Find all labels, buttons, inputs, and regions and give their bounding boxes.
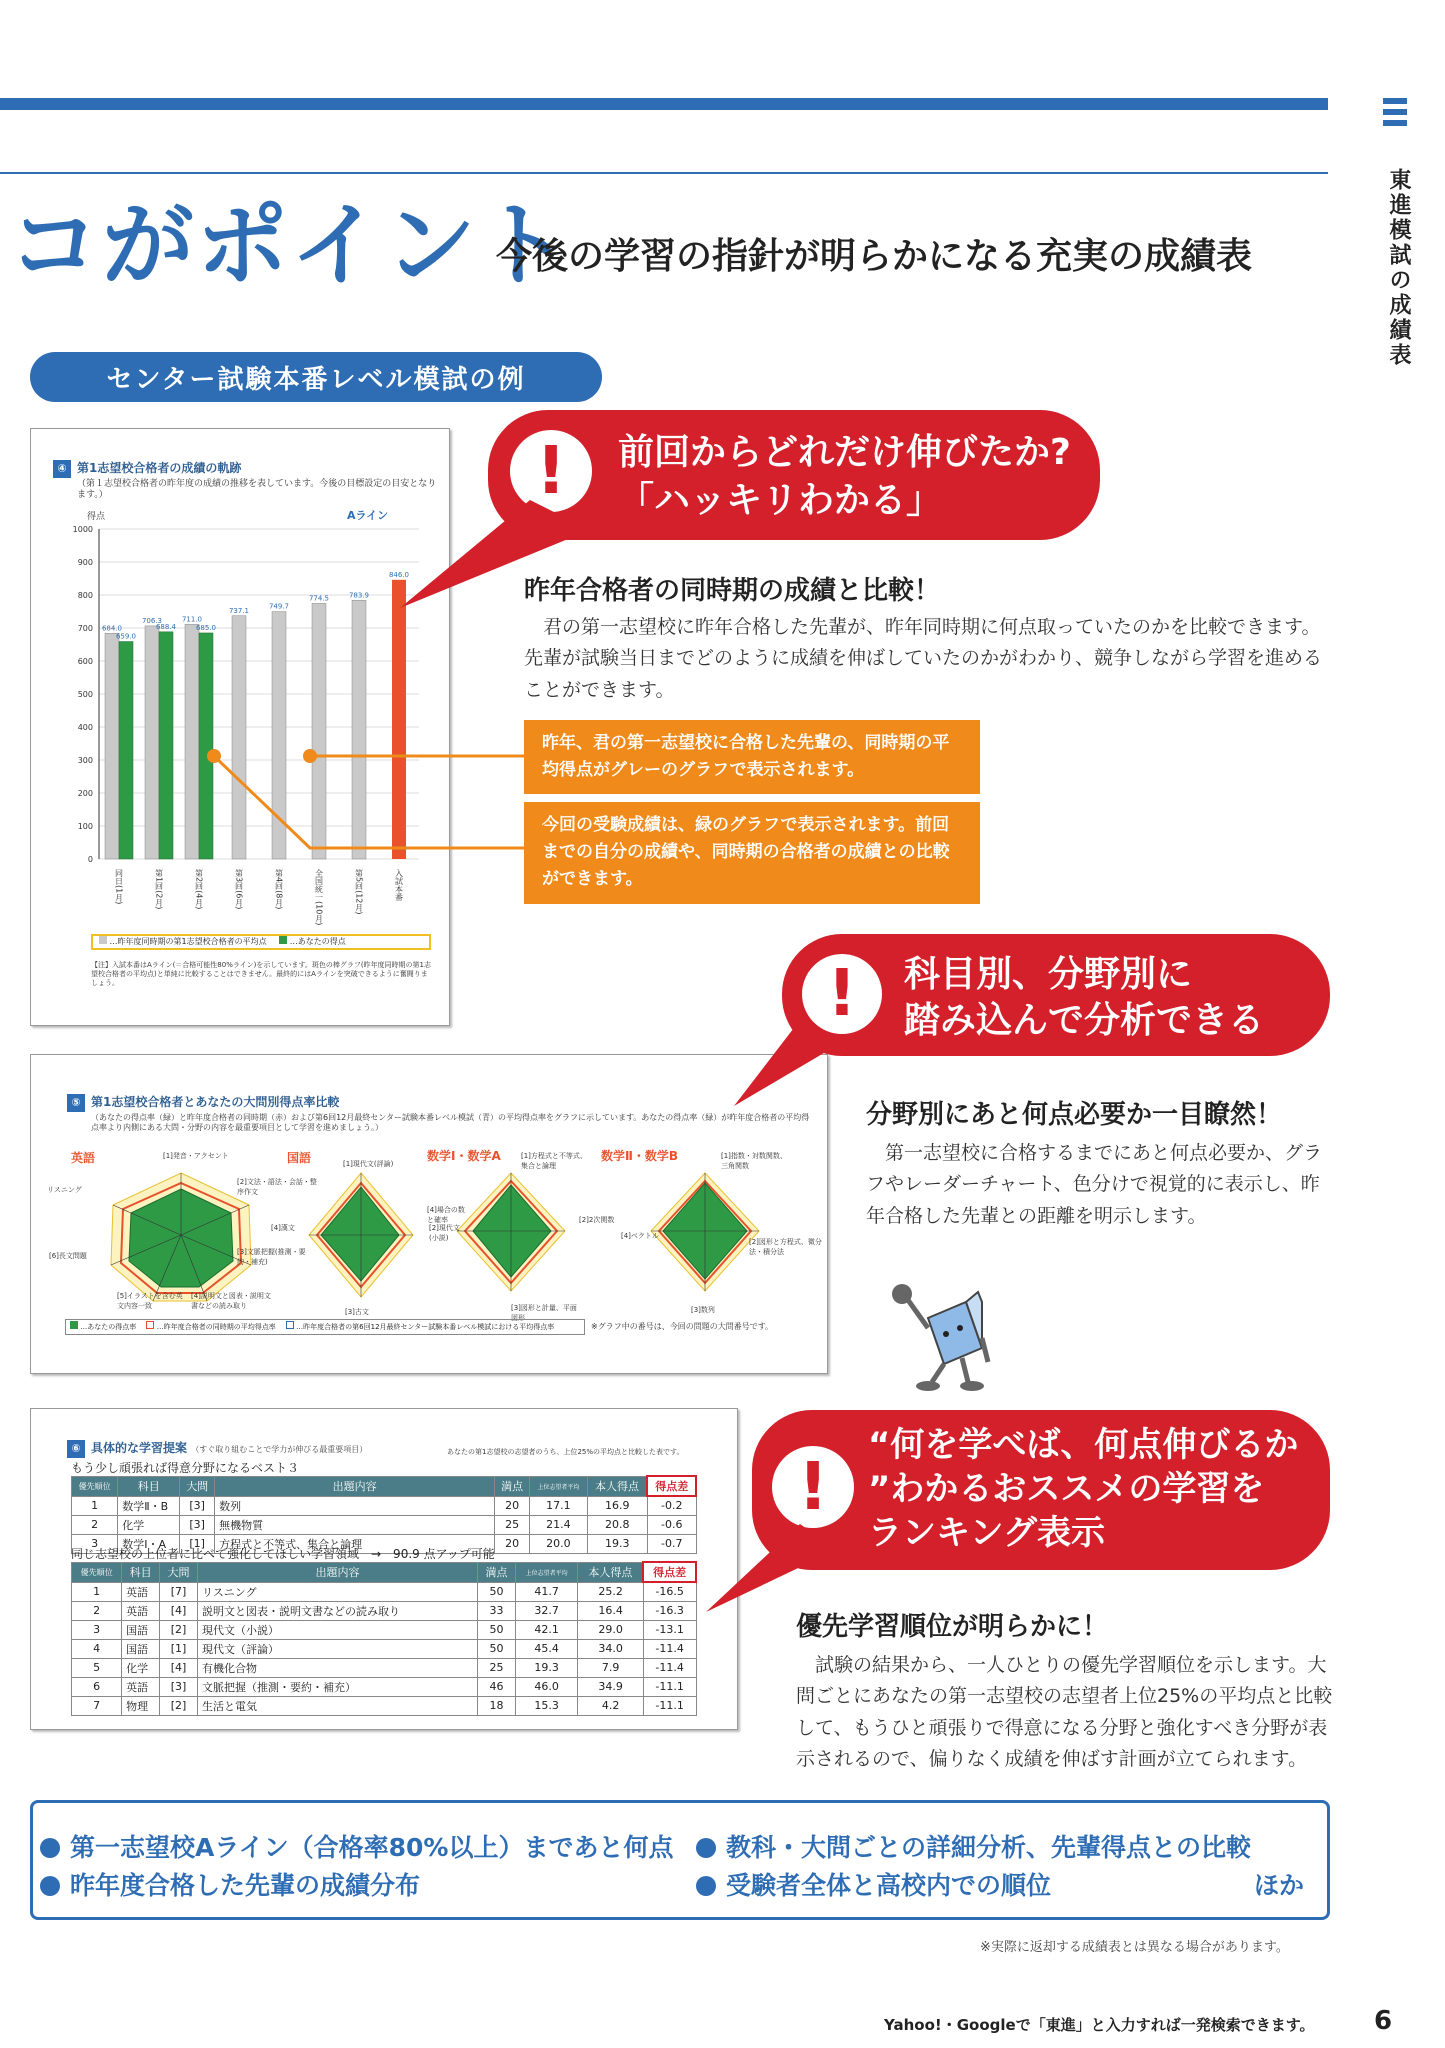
- table-cell: 46: [478, 1677, 516, 1696]
- table-cell: 18: [478, 1696, 516, 1715]
- table-cell: 3: [72, 1620, 122, 1639]
- table-cell: 20: [495, 1534, 530, 1553]
- bar-green: [119, 642, 133, 859]
- table-cell: 19.3: [587, 1534, 647, 1553]
- bar-gray: [145, 626, 159, 859]
- table-cell: [3]: [180, 1515, 215, 1534]
- y-tick-label: 1000: [72, 525, 93, 534]
- col-header: 得点差: [647, 1476, 696, 1496]
- col-header: 大問: [160, 1562, 198, 1582]
- col-header: 優先順位: [72, 1476, 118, 1496]
- table-cell: [4]: [160, 1601, 198, 1620]
- legend-green: …あなたの得点: [289, 937, 346, 946]
- table-row: [72, 1515, 697, 1534]
- bubble-2-line1: 科目別、分野別に: [904, 954, 1193, 995]
- header-rule: [0, 172, 1328, 174]
- table-cell: 20.8: [587, 1515, 647, 1534]
- table-cell: 国語: [122, 1639, 160, 1658]
- radar-label: [1]指数・対数関数、三角関数: [721, 1152, 787, 1170]
- table-cell: [3]: [180, 1496, 215, 1515]
- y-tick-label: 500: [77, 690, 93, 699]
- bar-gray: [185, 624, 199, 859]
- legend-swatch-blue: [286, 1321, 294, 1329]
- summary-item: [40, 1866, 420, 1902]
- exclamation-icon: !: [510, 430, 592, 512]
- example-pill: センター試験本番レベル模試の例: [30, 352, 602, 402]
- summary-item-text: 昨年度合格した先輩の成績分布: [70, 1871, 421, 1900]
- bar-value-label: 685.0: [195, 623, 217, 632]
- table-cell: -11.1: [643, 1677, 696, 1696]
- y-tick-label: 200: [77, 789, 93, 798]
- radar-math2: [645, 1167, 765, 1297]
- radar-label: [2]文法・語法・会話・整序作文: [237, 1178, 317, 1196]
- connector-lines: [200, 740, 540, 880]
- table-cell: 16.9: [587, 1496, 647, 1515]
- radar-label: [6]長文問題: [49, 1252, 87, 1260]
- bar-value-label: 688.4: [155, 622, 177, 631]
- summary-hoka: ほか: [1254, 1871, 1305, 1900]
- y-tick-label: 900: [77, 558, 93, 567]
- summary-item-text: 第一志望校Aライン（合格率80%以上）まであと何点: [70, 1833, 674, 1862]
- radar-label: [4]説明文と図表・説明文書などの読み取り: [191, 1292, 271, 1310]
- legend-swatch-gray: [99, 936, 107, 944]
- table-cell: 3: [72, 1534, 118, 1553]
- x-category-label: 全国統一(10月): [314, 869, 324, 926]
- radar-label: [3]数列: [691, 1306, 715, 1314]
- bullet-dot: [696, 1876, 716, 1896]
- col-header: 科目: [122, 1562, 160, 1582]
- table-row: [72, 1658, 697, 1677]
- table-cell: [2]: [160, 1696, 198, 1715]
- bubble-2-tail: [730, 1010, 850, 1110]
- table-cell: 5: [72, 1658, 122, 1677]
- table-cell: 有機化合物: [198, 1658, 478, 1677]
- radar-label: [1]発音・アクセント: [163, 1152, 229, 1160]
- table-cell: 2: [72, 1601, 122, 1620]
- subject-kokugo: 国語: [287, 1151, 312, 1165]
- table-cell: 英語: [122, 1601, 160, 1620]
- radar-label: リスニング: [47, 1186, 82, 1194]
- panel-number-badge: ⑤: [67, 1094, 85, 1112]
- bar-value-label: 737.1: [228, 606, 250, 615]
- x-category-label: 第3回(6月): [234, 869, 244, 910]
- exclamation-icon: !: [772, 1446, 854, 1528]
- col-header: 科目: [118, 1476, 180, 1496]
- radar-label: [2]図形と方程式、微分法・積分法: [749, 1238, 822, 1256]
- table-cell: 説明文と図表・説明文書などの読み取り: [198, 1601, 478, 1620]
- y-tick-label: 0: [87, 855, 93, 864]
- table-cell: [7]: [160, 1582, 198, 1601]
- table-cell: 4: [72, 1639, 122, 1658]
- panel-grade-trajectory: [30, 428, 450, 1026]
- table-cell: 7.9: [578, 1658, 643, 1677]
- radar-label: [3]文脈把握(推測・要約・補充): [237, 1248, 306, 1266]
- bar-value-label: 783.9: [348, 591, 370, 600]
- table-1: [71, 1475, 697, 1554]
- table-cell: 化学: [118, 1515, 180, 1534]
- radar-label: [1]現代文(評論): [343, 1160, 394, 1168]
- radar-math1: [451, 1167, 571, 1297]
- table-cell: 46.0: [515, 1677, 577, 1696]
- section-1-heading: 昨年合格者の同時期の成績と比較！: [524, 576, 941, 606]
- panel-description: （あなたの得点率（緑）と昨年度合格者の同時期（赤）および第6回12月最終センター試験本番レベル模試（青）の平均得点率をグラフに示しています。あなたの得点率（緑）が昨年度合格者の平均得点率より内側にある大問・分野の内容を最重要項目として学習を進めましょう。）: [91, 1113, 810, 1132]
- x-category-label: 第4回(8月): [274, 869, 284, 910]
- page-number: 6: [1374, 2006, 1393, 2036]
- chart-legend: [91, 934, 431, 950]
- section-3-body: 試験の結果から、一人ひとりの優先学習順位を示します。大問ごとにあなたの第一志望校の志望者上位25%の平均点と比較して、もうひと頑張りで得意になる分野と強化すべき分野が表示されるので、偏りなく成績を伸ばす計画が立てられます。: [796, 1654, 1333, 1771]
- table-cell: -13.1: [643, 1620, 696, 1639]
- table-2-caption: 同じ志望校の上位者に比べて強化してほしい学習領域 → 90.9 点アップ可能: [71, 1547, 495, 1561]
- bullet-dot: [40, 1838, 60, 1858]
- col-header: 満点: [495, 1476, 530, 1496]
- pencil-mascot-icon: [888, 1278, 998, 1398]
- table-header-row: [72, 1476, 697, 1496]
- y-axis-label: 得点: [87, 512, 106, 522]
- table-cell: 25: [478, 1658, 516, 1677]
- legend-gray: …昨年度同時期の第1志望校合格者の平均点: [109, 937, 267, 946]
- table-cell: 英語: [122, 1677, 160, 1696]
- table-cell: 1: [72, 1496, 118, 1515]
- table-cell: -11.4: [643, 1639, 696, 1658]
- section-2-heading: 分野別にあと何点必要か一目瞭然！: [866, 1100, 1283, 1130]
- table-cell: 17.1: [530, 1496, 588, 1515]
- table-cell: 文脈把握（推測・要約・補充）: [198, 1677, 478, 1696]
- panel-right-note: あなたの第1志望校の志望者のうち、上位25%の平均点と比較した表です。: [447, 1448, 684, 1456]
- side-stripes: [1383, 98, 1407, 131]
- y-tick-label: 400: [77, 723, 93, 732]
- radar-label: [2]2次関数: [579, 1216, 615, 1224]
- table-header-row: [72, 1562, 697, 1582]
- y-tick-label: 300: [77, 756, 93, 765]
- summary-item-text: 受験者全体と高校内での順位: [726, 1871, 1052, 1900]
- orange-note-green-bars: 今回の受験成績は、緑のグラフで表示されます。前回までの自分の成績や、同時期の合格者の成績との比較ができます。: [524, 802, 980, 904]
- bubble-3-line2: ”わかるおススメの学習を: [868, 1469, 1265, 1509]
- radar-label: [4]場合の数と確率: [427, 1206, 465, 1224]
- radar-label: [4]漢文: [271, 1224, 295, 1232]
- panel-radar-comparison: [30, 1054, 828, 1374]
- legend-swatch-red: [146, 1321, 154, 1329]
- radar-legend: [65, 1319, 585, 1335]
- side-title: 東進模試の成績表: [1386, 168, 1411, 368]
- table-cell: 数学Ⅰ・A: [118, 1534, 180, 1553]
- table-cell: 数列: [215, 1496, 495, 1515]
- legend-item: …あなたの得点率: [80, 1323, 137, 1331]
- table-cell: 20.0: [530, 1534, 588, 1553]
- panel-title: 第1志望校合格者とあなたの大問別得点率比較: [91, 1095, 340, 1109]
- table-cell: 数学Ⅱ・B: [118, 1496, 180, 1515]
- table-row: [72, 1496, 697, 1515]
- table-cell: -0.7: [647, 1534, 696, 1553]
- table-cell: 現代文（評論）: [198, 1639, 478, 1658]
- legend-swatch-green: [70, 1321, 78, 1329]
- page-title: コがポイント: [8, 192, 573, 299]
- table-cell: 2: [72, 1515, 118, 1534]
- col-header: 優先順位: [72, 1562, 122, 1582]
- radar-label: [2]現代文(小説): [429, 1224, 460, 1242]
- table-cell: -16.3: [643, 1601, 696, 1620]
- table-row: [72, 1677, 697, 1696]
- table-cell: [1]: [160, 1639, 198, 1658]
- table-cell: 50: [478, 1582, 516, 1601]
- table-cell: 50: [478, 1639, 516, 1658]
- radar-kokugo: [301, 1165, 421, 1305]
- legend-swatch-green: [279, 936, 287, 944]
- panel-description: （第１志望校合格者の昨年度の成績の推移を表しています。今後の目標設定の目安となります。）: [77, 479, 437, 500]
- radar-label: [5]イラストを含む英文内容一致: [117, 1292, 183, 1310]
- subject-math2: 数学Ⅱ・数学B: [601, 1149, 679, 1163]
- bubble-2-line2: 踏み込んで分析できる: [904, 1000, 1265, 1041]
- section-2-body: 第一志望校に合格するまでにあと何点必要か、グラフやレーダーチャート、色分けで視覚的に表示し、昨年合格した先輩との距離を明示します。: [866, 1142, 1323, 1227]
- bar-value-label: 774.5: [308, 594, 330, 603]
- col-header: 本人得点: [587, 1476, 647, 1496]
- table-cell: 34.9: [578, 1677, 643, 1696]
- table-cell: リスニング: [198, 1582, 478, 1601]
- col-header: 得点差: [643, 1562, 696, 1582]
- bar-value-label: 659.0: [115, 632, 137, 641]
- bubble-3-line3: ランキング表示: [868, 1513, 1105, 1553]
- orange-note-gray-bars: 昨年、君の第一志望校に合格した先輩の、同時期の平均得点がグレーのグラフで表示されます。: [524, 720, 980, 794]
- top-rule: [0, 98, 1328, 110]
- table-cell: 4.2: [578, 1696, 643, 1715]
- x-category-label: 同日(1月): [114, 869, 124, 905]
- table-cell: -11.1: [643, 1696, 696, 1715]
- panel-title: 第1志望校合格者の成績の軌跡: [77, 461, 242, 475]
- table-cell: 42.1: [515, 1620, 577, 1639]
- bar-value-label: 846.0: [388, 570, 410, 579]
- table-cell: [1]: [180, 1534, 215, 1553]
- x-category-label: 入試本番: [394, 869, 404, 901]
- table-cell: 25.2: [578, 1582, 643, 1601]
- table-cell: 16.4: [578, 1601, 643, 1620]
- bar-green: [159, 632, 173, 859]
- table-cell: 34.0: [578, 1639, 643, 1658]
- table-cell: 化学: [122, 1658, 160, 1677]
- table-row: [72, 1601, 697, 1620]
- col-header: 本人得点: [578, 1562, 643, 1582]
- table-cell: 50: [478, 1620, 516, 1639]
- table-cell: 英語: [122, 1582, 160, 1601]
- x-category-label: 第2回(4月): [194, 869, 204, 910]
- table-cell: -16.5: [643, 1582, 696, 1601]
- radar-label: [3]古文: [345, 1308, 369, 1316]
- y-tick-label: 800: [77, 591, 93, 600]
- col-header: 出題内容: [198, 1562, 478, 1582]
- table-cell: 41.7: [515, 1582, 577, 1601]
- radar-note: ※グラフ中の番号は、今回の問題の大問番号です。: [591, 1322, 774, 1331]
- bar-value-label: 706.3: [141, 616, 163, 625]
- col-header: 出題内容: [215, 1476, 495, 1496]
- col-header: 上位志望者平均: [530, 1476, 588, 1496]
- aline-label: Aライン: [347, 509, 389, 522]
- bar-gray: [105, 633, 119, 859]
- exclamation-icon: !: [802, 954, 882, 1034]
- table-cell: 方程式と不等式、集合と論理: [215, 1534, 495, 1553]
- table-row: [72, 1582, 697, 1601]
- table-row: [72, 1696, 697, 1715]
- panel-number-badge: ④: [53, 460, 71, 478]
- summary-item-text: 教科・大問ごとの詳細分析、先輩得点との比較: [726, 1833, 1252, 1862]
- table-cell: 無機物質: [215, 1515, 495, 1534]
- callout-bubble-2: [782, 934, 1330, 1056]
- table-cell: 33: [478, 1601, 516, 1620]
- y-tick-label: 100: [77, 822, 93, 831]
- table-row: [72, 1639, 697, 1658]
- table-cell: 1: [72, 1582, 122, 1601]
- section-3-heading: 優先学習順位が明らかに！: [796, 1612, 1109, 1642]
- panel-title-note: （すぐ取り組むことで学力が伸びる最重要項目）: [191, 1445, 368, 1454]
- table-cell: [3]: [160, 1677, 198, 1696]
- table-cell: 20: [495, 1496, 530, 1515]
- panel-number-badge: ⑥: [67, 1440, 85, 1458]
- y-tick-label: 600: [77, 657, 93, 666]
- bubble-1-line1: 前回からどれだけ伸びたか?: [618, 432, 1071, 473]
- col-header: 大問: [180, 1476, 215, 1496]
- table-1-caption: もう少し頑張れば得意分野になるベスト３: [71, 1461, 300, 1475]
- bullet-dot: [40, 1876, 60, 1896]
- radar-label: [4]ベクトル: [621, 1232, 659, 1240]
- table-2: [71, 1561, 697, 1716]
- table-cell: 29.0: [578, 1620, 643, 1639]
- table-cell: 7: [72, 1696, 122, 1715]
- summary-item: [696, 1866, 1051, 1902]
- table-cell: [4]: [160, 1658, 198, 1677]
- table-cell: 6: [72, 1677, 122, 1696]
- bar-value-label: 684.0: [101, 624, 123, 633]
- table-cell: [2]: [160, 1620, 198, 1639]
- table-cell: 現代文（小説）: [198, 1620, 478, 1639]
- radar-label: [3]図形と計量、平面図形: [511, 1304, 577, 1322]
- page-subtitle: 今後の学習の指針が明らかになる充実の成績表: [496, 236, 1253, 277]
- table-cell: 国語: [122, 1620, 160, 1639]
- table-cell: 15.3: [515, 1696, 577, 1715]
- col-header: 満点: [478, 1562, 516, 1582]
- panel-title: 具体的な学習提案: [91, 1441, 188, 1455]
- table-cell: -11.4: [643, 1658, 696, 1677]
- disclaimer-note: ※実際に返却する成績表とは異なる場合があります。: [980, 1940, 1289, 1955]
- summary-item: [696, 1828, 1251, 1864]
- bubble-1-line2: 「ハッキリわかる」: [618, 480, 943, 521]
- table-cell: 物理: [122, 1696, 160, 1715]
- x-category-label: 第1回(2月): [154, 869, 164, 910]
- section-1-body: 君の第一志望校に昨年合格した先輩が、昨年同時期に何点取っていたのかを比較できます。先輩が試験当日までどのように成績を伸ばしていたのかがわかり、競争しながら学習を進めることができます。: [524, 616, 1323, 701]
- table-cell: 32.7: [515, 1601, 577, 1620]
- subject-math1: 数学Ⅰ・数学A: [427, 1149, 501, 1163]
- x-category-label: 第5回(12月): [354, 869, 364, 915]
- legend-item: …昨年度合格者の第6回12月最終センター試験本番レベル模試における平均得点率: [296, 1323, 555, 1331]
- table-cell: 25: [495, 1515, 530, 1534]
- table-cell: 生活と電気: [198, 1696, 478, 1715]
- radar-label: [1]方程式と不等式、集合と論理: [521, 1152, 587, 1170]
- bullet-dot: [696, 1838, 716, 1858]
- table-row: [72, 1620, 697, 1639]
- table-cell: 45.4: [515, 1639, 577, 1658]
- summary-item: [40, 1828, 673, 1864]
- subject-english: 英語: [71, 1151, 96, 1165]
- bubble-3-line1: “何を学べば、何点伸びるか: [868, 1425, 1299, 1465]
- panel-study-ranking: [30, 1408, 738, 1730]
- col-header: 上位志望者平均: [515, 1562, 577, 1582]
- bar-value-label: 711.0: [181, 615, 203, 624]
- legend-item: …昨年度合格者の同時期の平均得点率: [156, 1323, 276, 1331]
- table-cell: -0.2: [647, 1496, 696, 1515]
- footer-search-hint: Yahoo!・Googleで「東進」と入力すれば一発検索できます。: [884, 2016, 1315, 2034]
- table-cell: -0.6: [647, 1515, 696, 1534]
- y-tick-label: 700: [77, 624, 93, 633]
- bubble-3-tail: [700, 1520, 840, 1620]
- table-cell: 21.4: [530, 1515, 588, 1534]
- table-cell: 19.3: [515, 1658, 577, 1677]
- chart-footnote: 【注】入試本番はAライン(＝合格可能性80%ライン)を示しています。斑色の棒グラフ(昨年度同時期の第1志望校合格者の平均点)と単純に比較することはできません。最終的にはAラインを突破できるように奮闘りましょう。: [91, 961, 432, 988]
- bar-value-label: 749.7: [268, 602, 290, 611]
